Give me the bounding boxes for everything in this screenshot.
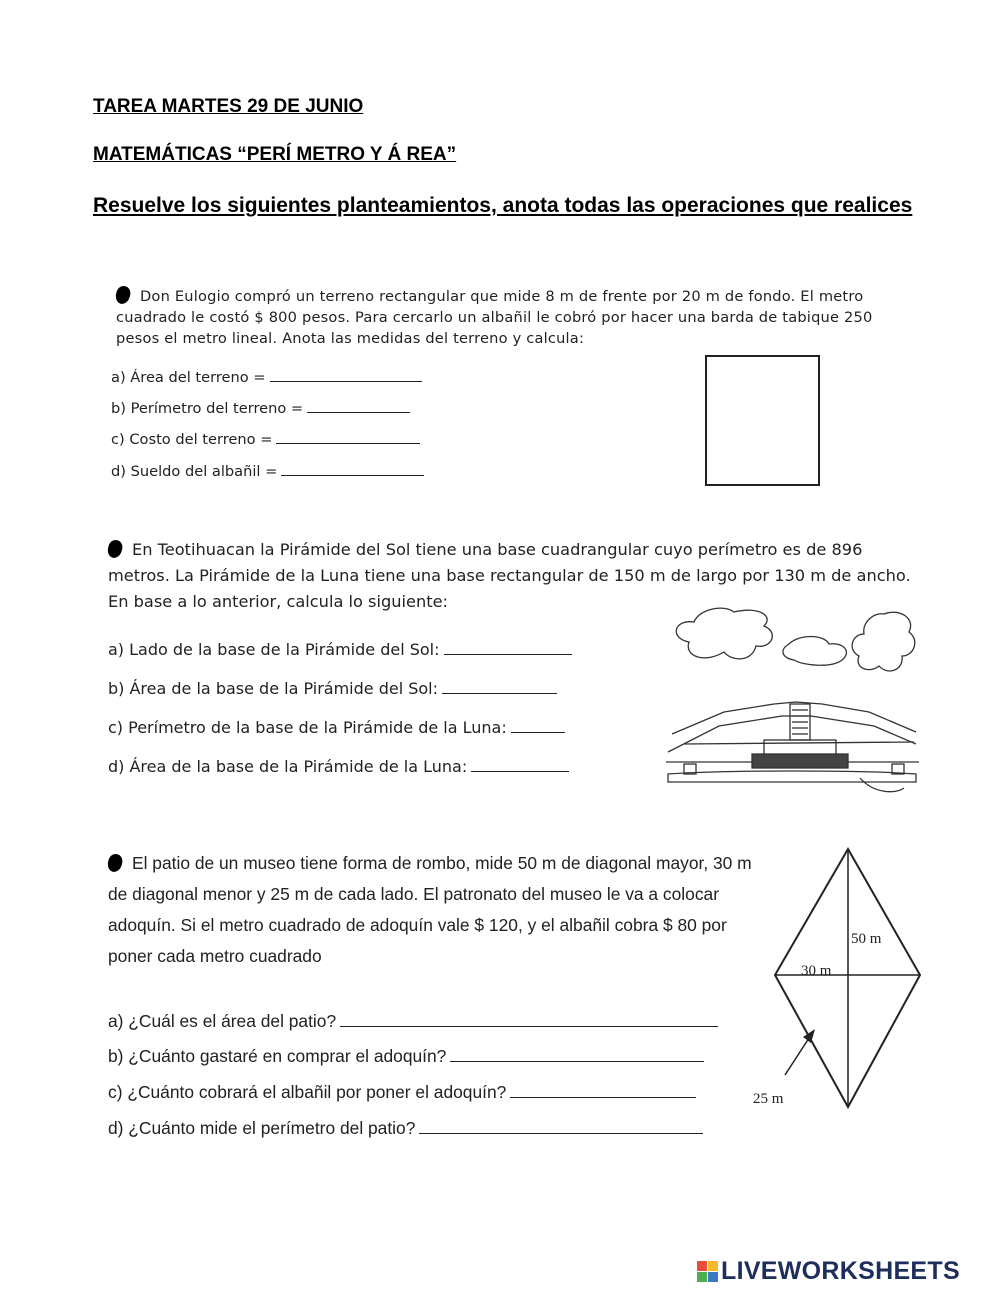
side-label: 25 m: [753, 1091, 784, 1107]
logo-text: LIVEWORKSHEETS: [721, 1256, 960, 1285]
bullet-icon: [106, 852, 124, 873]
question-3a: a) ¿Cuál es el área del patio?: [108, 1011, 718, 1032]
answer-line[interactable]: [281, 474, 424, 476]
major-diagonal-label: 50 m: [851, 931, 882, 947]
logo-blocks-icon: [697, 1261, 718, 1282]
question-2a: a) Lado de la base de la Pirámide del Sol:: [108, 640, 572, 659]
answer-line[interactable]: [340, 1025, 718, 1027]
page-title: TAREA MARTES 29 DE JUNIO: [93, 96, 364, 117]
question-1c: c) Costo del terreno =: [111, 431, 420, 448]
subject-heading: MATEMÁTICAS “PERÍ METRO Y Á REA”: [93, 144, 457, 165]
answer-line[interactable]: [276, 442, 420, 444]
question-2b: b) Área de la base de la Pirámide del Sol:: [108, 679, 557, 698]
rhombus-diagram: [745, 845, 925, 1110]
question-2d: d) Área de la base de la Pirámide de la Luna:: [108, 757, 569, 776]
answer-line[interactable]: [510, 1096, 696, 1098]
question-1a: a) Área del terreno =: [111, 369, 422, 386]
answer-line[interactable]: [419, 1132, 703, 1134]
question-1d: d) Sueldo del albañil =: [111, 463, 424, 480]
answer-line[interactable]: [450, 1060, 704, 1062]
problem-1-text: Don Eulogio compró un terreno rectangular que mide 8 m de frente por 20 m de fondo. El metro cuadrado le costó $ 800 pesos. Para cercarlo un albañil le cobró por hacer una barda de tabique 250 pesos el metro lineal. Anota las medidas del terreno y calcula:: [116, 286, 916, 349]
answer-line[interactable]: [270, 380, 422, 382]
liveworksheets-logo: [697, 1256, 960, 1286]
pyramid-illustration: [664, 604, 919, 796]
answer-line[interactable]: [511, 731, 565, 733]
answer-line[interactable]: [471, 770, 569, 772]
question-1b: b) Perímetro del terreno =: [111, 400, 410, 417]
terrain-rectangle: [705, 355, 820, 486]
bullet-icon: [114, 284, 132, 305]
problem-2-text: En Teotihuacan la Pirámide del Sol tiene una base cuadrangular cuyo perímetro es de 896 metros. La Pirámide de la Luna tiene una base rectangular de 150 m de largo por 130 m de ancho. En base a lo anterior, calcula lo siguiente:: [108, 537, 923, 615]
question-3d: d) ¿Cuánto mide el perímetro del patio?: [108, 1118, 703, 1139]
answer-line[interactable]: [444, 653, 572, 655]
minor-diagonal-label: 30 m: [801, 963, 832, 979]
answer-line[interactable]: [442, 692, 557, 694]
problem-3-text: El patio de un museo tiene forma de rombo, mide 50 m de diagonal mayor, 30 m de diagonal menor y 25 m de cada lado. El patronato del museo le va a colocar adoquín. Si el metro cuadrado de adoquín vale $ 120, y el albañil cobra $ 80 por poner cada metro cuadrado: [108, 848, 773, 972]
question-3b: b) ¿Cuánto gastaré en comprar el adoquín?: [108, 1046, 704, 1067]
answer-line[interactable]: [307, 411, 410, 413]
question-3c: c) ¿Cuánto cobrará el albañil por poner el adoquín?: [108, 1082, 696, 1103]
bullet-icon: [106, 538, 124, 559]
instructions: Resuelve los siguientes planteamientos, anota todas las operaciones que realices: [93, 194, 913, 217]
question-2c: c) Perímetro de la base de la Pirámide de la Luna:: [108, 718, 565, 737]
